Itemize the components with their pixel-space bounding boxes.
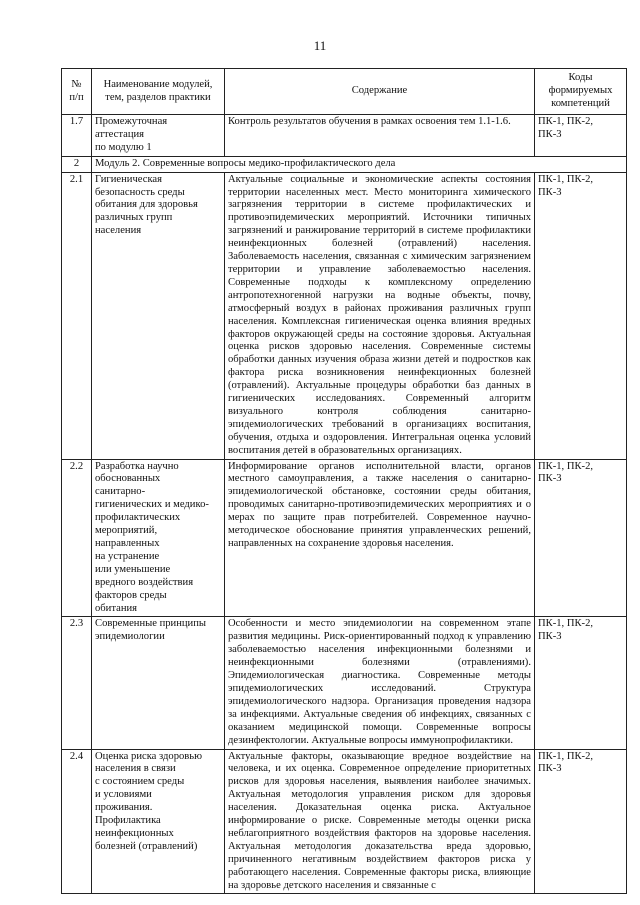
row-codes: ПК-1, ПК-2, ПК-3 (535, 115, 627, 157)
row-codes: ПК-1, ПК-2, ПК-3 (535, 172, 627, 459)
row-name: Гигиеническая безопасность среды обитания для здоровья различных групп населения (92, 172, 225, 459)
table-row (62, 172, 627, 459)
header-content: Содержание (225, 69, 535, 115)
row-num: 2.1 (62, 172, 92, 459)
curriculum-table (61, 68, 627, 894)
row-content: Особенности и место эпидемиологии на современном этапе развития медицины. Риск-ориентированный подход к управлению заболеваемостью населения инфекционными болезнями и неинфекционными болезнями (отравлениями). Эпидемиологическая диагностика. Современные методы эпидемиологических исследований. Структура эпидемиологического надзора. Организация проведения надзора за инфекциями. Актуальные сведения об инфекциях, связанных с оказанием медицинской помощи. Современные вопросы дезинфектологии. Актуальные вопросы иммунопрофилактики. (225, 617, 535, 749)
table-row (62, 617, 627, 749)
row-codes: ПК-1, ПК-2, ПК-3 (535, 617, 627, 749)
row-num: 2 (62, 156, 92, 172)
table-row (62, 749, 627, 894)
row-name: Современные принципы эпидемиологии (92, 617, 225, 749)
row-num: 2.2 (62, 459, 92, 617)
table-row (62, 115, 627, 157)
row-num: 2.4 (62, 749, 92, 894)
row-name: Промежуточная аттестация по модулю 1 (92, 115, 225, 157)
row-codes: ПК-1, ПК-2, ПК-3 (535, 459, 627, 617)
row-name: Оценка риска здоровью населения в связи с состоянием среды и условиями проживания. Профилактика неинфекционных болезней (отравлений) (92, 749, 225, 894)
row-name: Разработка научно обоснованных санитарно- гигиенических и медико- профилактических мероприятий, направленных на устранение или уменьшение вредного воздействия факторов среды обитания (92, 459, 225, 617)
header-num: № п/п (62, 69, 92, 115)
row-codes: ПК-1, ПК-2, ПК-3 (535, 749, 627, 894)
module-title: Модуль 2. Современные вопросы медико-профилактического дела (92, 156, 627, 172)
header-name: Наименование модулей, тем, разделов практики (92, 69, 225, 115)
row-content: Информирование органов исполнительной власти, органов местного самоуправления, а также населения о санитарно-эпидемиологической обстановке, состоянии среды обитания, проводимых санитарно-противоэпидемических мероприятиях и о мерах по защите прав потребителей. Современное научно-методическое обоснование принятия управленческих решений, направленных на сохранение здоровья населения. (225, 459, 535, 617)
row-num: 1.7 (62, 115, 92, 157)
page-number: 11 (313, 38, 327, 53)
header-codes: Коды формируемых компетенций (535, 69, 627, 115)
table-header-row (62, 69, 627, 115)
module-row (62, 156, 627, 172)
row-content: Актуальные социальные и экономические аспекты состояния территории населенных мест. Место мониторинга химического загрязнения территории в системе профилактических и противоэпидемических мероприятий. Источники типичных загрязнений и ранжирование территорий в системе профилактики неинфекционных болезней (отравлений) населения. Заболеваемость населения, связанная с химическим загрязнением территории и управление заболеваемостью населения. Современные подходы к комплексному определению антропотехногенной нагрузки на водные объекты, почву, атмосферный воздух в районах проживания различных групп населения. Комплексная гигиеническая оценка влияния вредных факторов окружающей среды на состояние здоровья. Актуальная оценка рисков здоровью населения. Современные системы обработки данных изучения образа жизни детей и подростков как фактора риска возникновения неинфекционных болезней (отравлений). Актуальные процедуры обработки баз данных в гигиенических исследованиях. Современный алгоритм визуального контроля соблюдения санитарно-эпидемиологических требований в организациях воспитания, обучения, отдыха и оздоровления. Интегральная оценка условий воспитания детей в образовательных организациях. (225, 172, 535, 459)
row-content: Контроль результатов обучения в рамках освоения тем 1.1-1.6. (225, 115, 535, 157)
row-content: Актуальные факторы, оказывающие вредное воздействие на человека, и их оценка. Современное определение приоритетных рисков для здоровья населения, выявления наиболее значимых. Актуальная методология управления риском для здоровья населения. Доказательная оценка риска. Актуальное информирование о риске. Современные методы оценки риска неблагоприятного воздействия факторов на здоровье населения. Актуальная методология доказательства вреда здоровью, причиненного негативным воздействием факторов риска у работающего населения. Современные факторы риска, влияющие на здоровье детского населения и связанные с (225, 749, 535, 894)
table-row (62, 459, 627, 617)
row-num: 2.3 (62, 617, 92, 749)
